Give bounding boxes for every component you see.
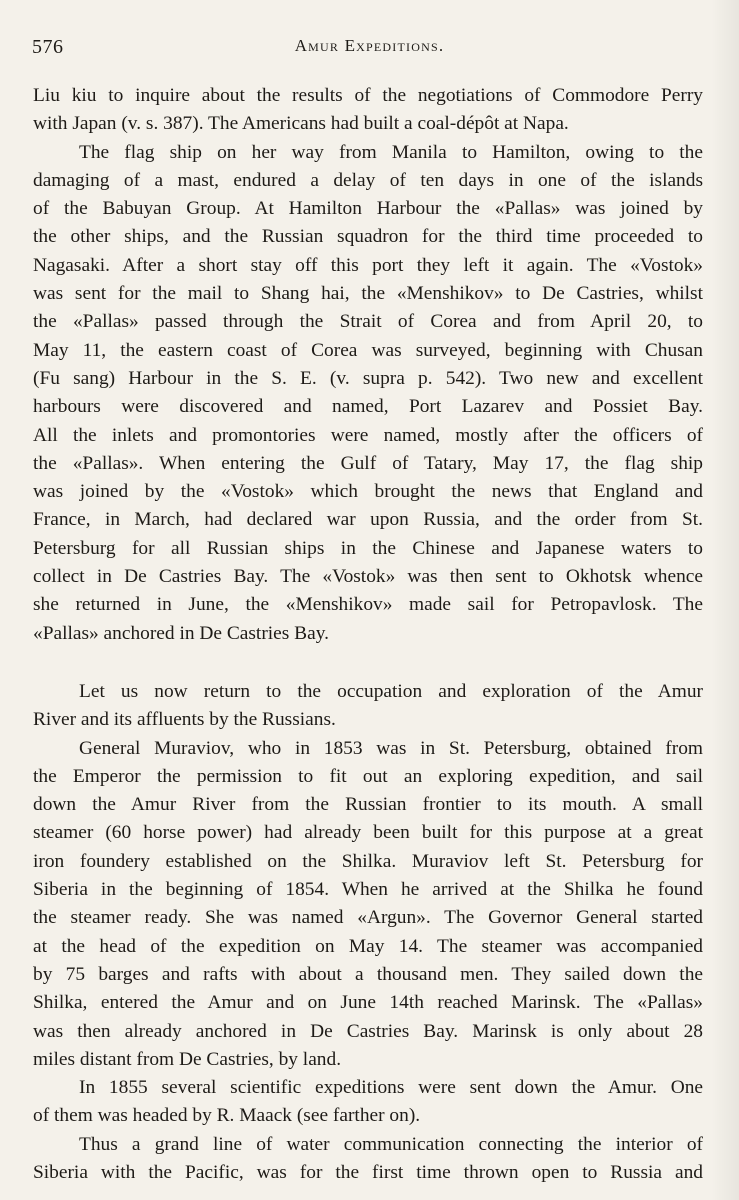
text-line: iron foundery established on the Shilka. Muraviov left St. Petersburg for [33, 850, 703, 872]
paragraph-flag-ship [33, 139, 703, 648]
text-line: Siberia in the beginning of 1854. When he arrived at the Shilka he found [33, 879, 703, 901]
paragraph-1855-expeditions [33, 1074, 703, 1131]
text-line: Petersburg for all Russian ships in the Chinese and Japanese waters to [33, 537, 703, 559]
text-line: the steamer ready. She was named «Argun». The Governor General started [33, 907, 703, 929]
text-line: of them was headed by R. Maack (see farther on). [33, 1105, 421, 1127]
text-line: the other ships, and the Russian squadron for the third time proceeded to [33, 226, 703, 248]
text-line: the «Pallas». When entering the Gulf of Tatary, May 17, the flag ship [33, 452, 703, 474]
text-line: was joined by the «Vostok» which brought the news that England and [33, 481, 703, 503]
text-line: with Japan (v. s. 387). The Americans had built a coal-dépôt at Napa. [33, 113, 569, 135]
text-line: General Muraviov, who in 1853 was in St. Petersburg, obtained from [79, 737, 703, 759]
text-line: «Pallas» anchored in De Castries Bay. [33, 622, 329, 644]
body-text [33, 82, 703, 1187]
text-line: All the inlets and promontories were named, mostly after the officers of [33, 424, 703, 446]
text-line: The flag ship on her way from Manila to Hamilton, owing to the [79, 141, 703, 163]
text-line: Nagasaki. After a short stay off this port they left it again. The «Vostok» [33, 254, 703, 276]
text-line: by 75 barges and rafts with about a thousand men. They sailed down the [33, 963, 703, 985]
text-line: she returned in June, the «Menshikov» made sail for Petropavlosk. The [33, 594, 703, 616]
text-line: the «Pallas» passed through the Strait of Corea and from April 20, to [33, 311, 703, 333]
text-line: Let us now return to the occupation and exploration of the Amur [79, 680, 703, 702]
paragraph-continuation [33, 82, 703, 139]
text-line: collect in De Castries Bay. The «Vostok» was then sent to Okhotsk whence [33, 566, 703, 588]
page-edge-shadow [711, 0, 739, 1200]
text-line: Shilka, entered the Amur and on June 14th reached Marinsk. The «Pallas» [33, 992, 703, 1014]
text-line: of the Babuyan Group. At Hamilton Harbour the «Pallas» was joined by [33, 198, 703, 220]
text-line: In 1855 several scientific expeditions were sent down the Amur. One [79, 1077, 703, 1099]
text-line: miles distant from De Castries, by land. [33, 1048, 342, 1070]
text-line: damaging of a mast, endured a delay of ten days in one of the islands [33, 169, 703, 191]
page-number: 576 [32, 36, 64, 58]
page-header [0, 36, 739, 66]
text-line: steamer (60 horse power) had already been built for this purpose at a great [33, 822, 703, 844]
text-line: was sent for the mail to Shang hai, the «Menshikov» to De Castries, whilst [33, 283, 703, 305]
text-line: River and its affluents by the Russians. [33, 709, 336, 731]
text-line: Thus a grand line of water communication connecting the interior of [79, 1133, 703, 1155]
paragraph-water-communication [33, 1131, 703, 1188]
paragraph-return-to-amur [33, 678, 703, 735]
text-line: (Fu sang) Harbour in the S. E. (v. supra p. 542). Two new and excellent [33, 367, 703, 389]
text-line: harbours were discovered and named, Port Lazarev and Possiet Bay. [33, 396, 703, 418]
running-head: Amur Expeditions. [294, 36, 445, 55]
text-line: Siberia with the Pacific, was for the first time thrown open to Russia and [33, 1161, 703, 1183]
paragraph-muraviov [33, 735, 703, 1075]
text-line: was then already anchored in De Castries Bay. Marinsk is only about 28 [33, 1020, 703, 1042]
text-line: at the head of the expedition on May 14. The steamer was accompanied [33, 935, 703, 957]
text-line: Liu kiu to inquire about the results of the negotiations of Commodore Perry [33, 85, 703, 106]
text-line: down the Amur River from the Russian frontier to its mouth. A small [33, 794, 703, 816]
text-line: May 11, the eastern coast of Corea was surveyed, beginning with Chusan [33, 339, 703, 361]
text-line: France, in March, had declared war upon Russia, and the order from St. [33, 509, 703, 531]
text-line: the Emperor the permission to fit out an exploring expedition, and sail [33, 765, 703, 787]
